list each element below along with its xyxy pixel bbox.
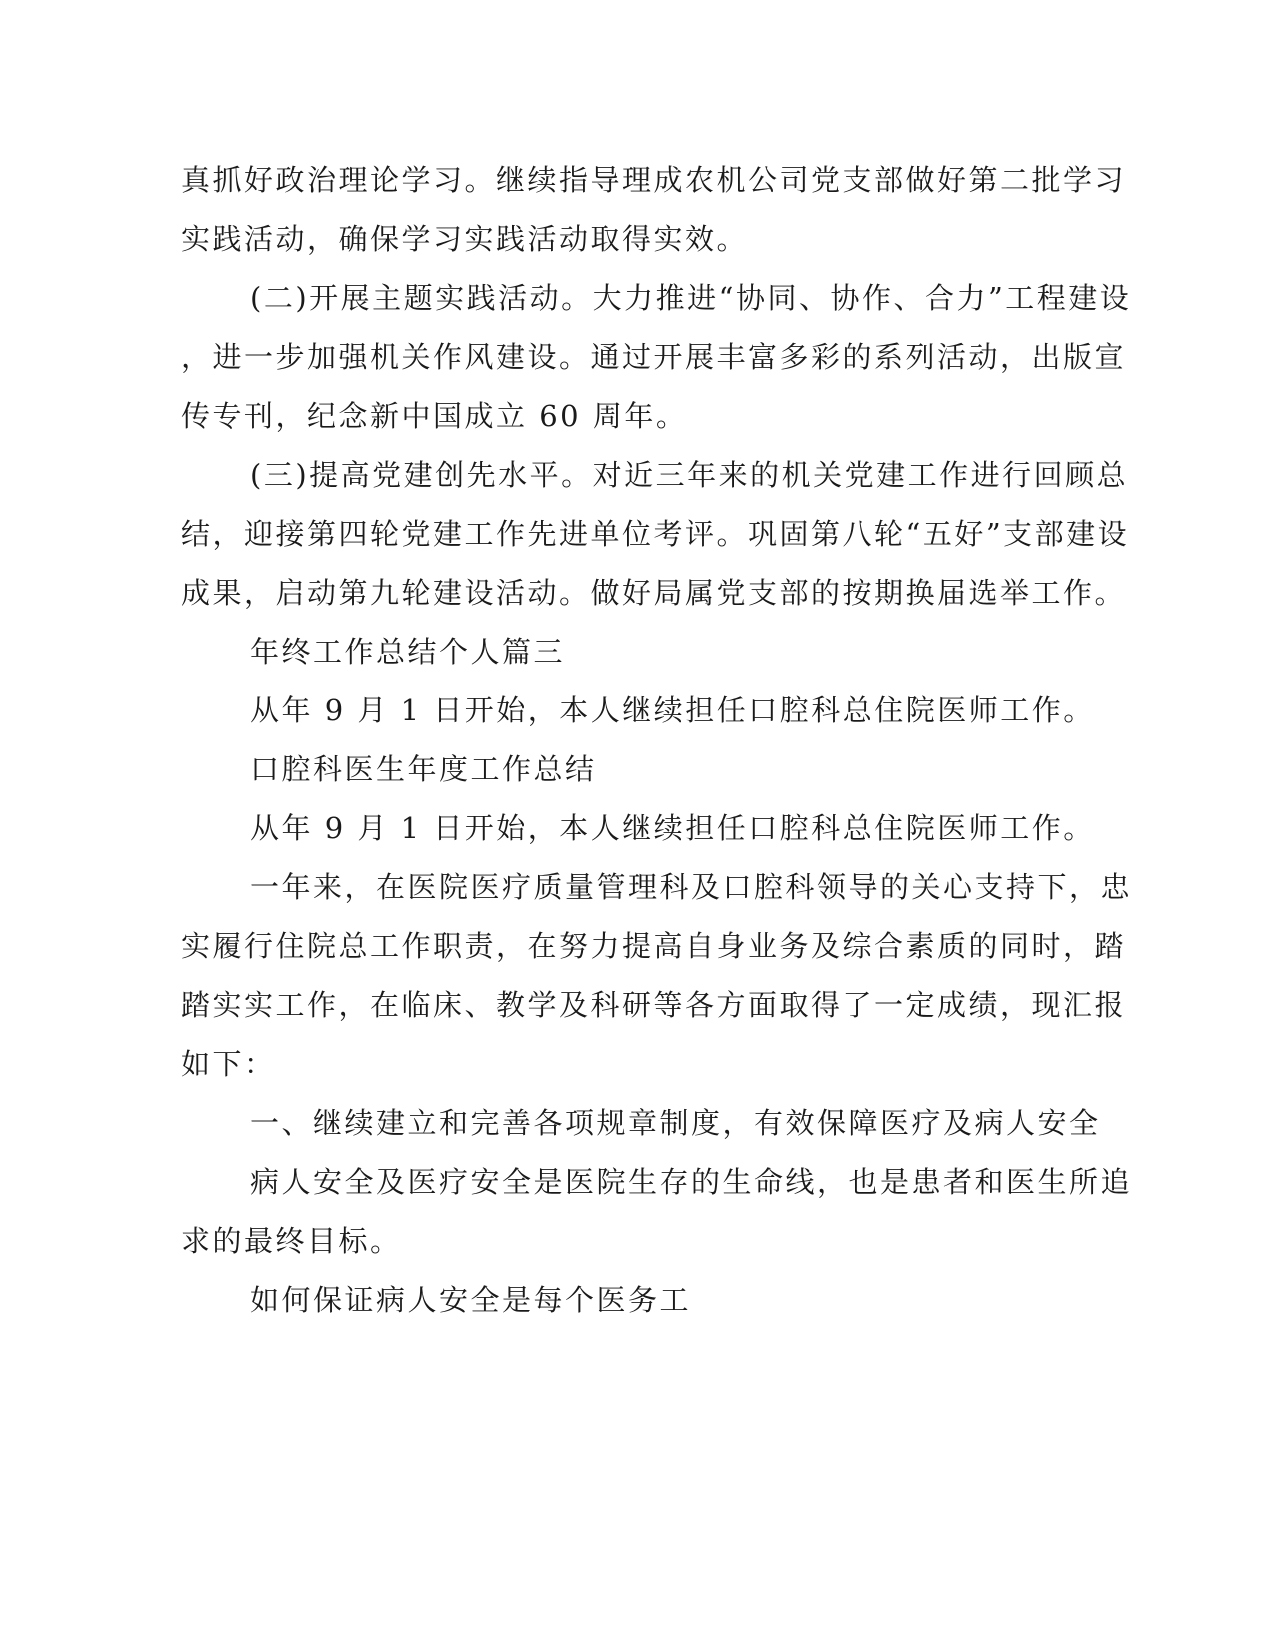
- text-line: 从年 9 月 1 日开始，本人继续担任口腔科总住院医师工作。: [250, 811, 1095, 845]
- text-line: 如下：: [181, 1047, 276, 1081]
- text-line: (三)提高党建创先水平。对近三年来的机关党建工作进行回顾总: [250, 458, 1129, 492]
- text-line: 如何保证病人安全是每个医务工: [250, 1283, 692, 1317]
- text-line: 求的最终目标。: [181, 1224, 402, 1258]
- text-line: 实践活动，确保学习实践活动取得实效。: [181, 222, 749, 256]
- text-line: 实履行住院总工作职责，在努力提高自身业务及综合素质的同时，踏: [181, 929, 1127, 963]
- text-line: 成果，启动第九轮建设活动。做好局属党支部的按期换届选举工作。: [181, 576, 1127, 610]
- text-line: 从年 9 月 1 日开始，本人继续担任口腔科总住院医师工作。: [250, 693, 1095, 727]
- text-line: 踏实实工作，在临床、教学及科研等各方面取得了一定成绩，现汇报: [181, 988, 1127, 1022]
- text-line: ，进一步加强机关作风建设。通过开展丰富多彩的系列活动，出版宣: [181, 340, 1127, 374]
- text-line: 一、继续建立和完善各项规章制度，有效保障医疗及病人安全: [250, 1106, 1101, 1140]
- text-line: 结，迎接第四轮党建工作先进单位考评。巩固第八轮“五好”支部建设: [181, 517, 1130, 551]
- section-heading: 年终工作总结个人篇三: [250, 635, 566, 669]
- text-line: (二)开展主题实践活动。大力推进“协同、协作、合力”工程建设: [250, 281, 1132, 315]
- section-heading: 口腔科医生年度工作总结: [250, 752, 597, 786]
- text-line: 病人安全及医疗安全是医院生存的生命线，也是患者和医生所追: [250, 1165, 1133, 1199]
- text-line: 真抓好政治理论学习。继续指导理成农机公司党支部做好第二批学习: [181, 163, 1127, 197]
- text-line: 一年来，在医院医疗质量管理科及口腔科领导的关心支持下，忠: [250, 870, 1133, 904]
- text-line: 传专刊，纪念新中国成立 60 周年。: [181, 399, 688, 433]
